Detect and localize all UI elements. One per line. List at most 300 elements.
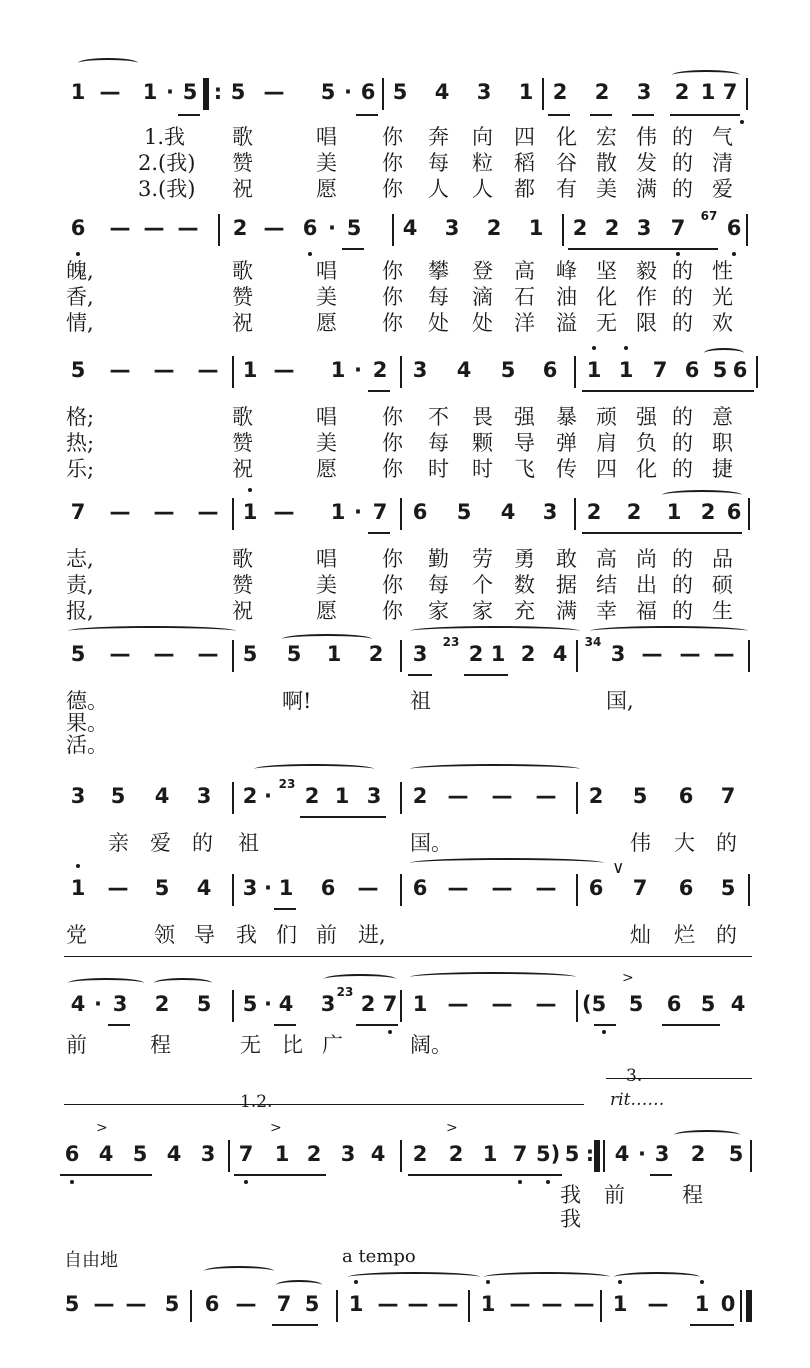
note: 7 [652,358,668,382]
note: 2 [552,80,568,104]
repeat-dots: : [213,80,223,104]
lyric: 的 [672,457,693,481]
lyric: 导 [194,923,215,947]
lyric-line [0,150,810,176]
octave-dot [732,252,736,256]
lyric: 每 [428,285,449,309]
note: 3 [636,80,652,104]
lyric: 粒 [472,151,493,175]
accent-mark: > [446,1120,458,1136]
lyric: 愿 [316,177,337,201]
note: 2 [448,1142,464,1166]
lyric: 光 [712,285,733,309]
note: 5 [110,784,126,808]
barline [574,356,576,388]
notes-row: 3 5 4 3 2 · 23 2 1 3 2 — — — 2 5 6 7 [0,778,810,818]
lyric: 福 [636,599,657,623]
tie-mark [410,626,580,636]
tie-mark [410,972,576,982]
note: 5 [346,216,362,240]
repeat-dots: : [585,1142,595,1166]
lyric: 溢 [556,311,577,335]
lyric: 稻 [514,151,535,175]
lyric: 祝 [232,599,253,623]
note: 5 [154,876,170,900]
lyric: 的 [672,599,693,623]
lyric: 魄, [66,259,94,283]
lyric: 满 [636,177,657,201]
underline [356,114,378,116]
note: 1 [618,358,634,382]
grace-note: 23 [278,777,296,791]
tie-mark [68,626,236,636]
note: 4 [614,1142,630,1166]
underline [590,114,612,116]
lyric: 尚 [636,547,657,571]
barline [400,990,402,1022]
lyric: 性 [712,259,733,283]
lyric: 气 [712,125,733,149]
dot: · [166,80,174,104]
lyric: 香, [66,285,94,309]
lyric: 弹 [556,431,577,455]
lyric: 赞 [232,431,253,455]
note: 1 [70,80,86,104]
lyric-line [0,404,810,430]
note: 2 [572,216,588,240]
note: 6 [64,1142,80,1166]
note: 2 [588,784,604,808]
lyric: 奔 [428,125,449,149]
lyric: 格; [66,405,95,429]
underline [274,1024,296,1026]
lyric: 赞 [232,151,253,175]
lyric: 洋 [514,311,535,335]
lyric: 满 [556,599,577,623]
note: 3 [200,1142,216,1166]
note: 5 [164,1292,180,1316]
lyric: 畏 [472,405,493,429]
lyric: 肩 [596,431,617,455]
note: 6 [678,876,694,900]
note: 6 [70,216,86,240]
lyric: 充 [514,599,535,623]
underline [368,390,390,392]
lyric: 国。 [410,831,452,855]
lyric: 向 [472,125,493,149]
lyric: 领 [154,923,175,947]
grace-note: 67 [700,209,718,223]
octave-dot [618,1280,622,1284]
note: 5 [196,992,212,1016]
barline [400,782,402,814]
note: 6 [412,500,428,524]
lyric: 3.(我) [138,177,196,201]
note: 2 [468,642,484,666]
lyric: 祖 [238,831,259,855]
lyric: 家 [428,599,449,623]
tempo-marking: a tempo [342,1246,416,1267]
phrase-line [64,956,752,957]
lyric: 无 [596,311,617,335]
barline [576,990,578,1022]
lyric: 意 [712,405,733,429]
lyric: 美 [596,177,617,201]
lyric: 烂 [674,923,695,947]
lyric: 歌 [232,125,253,149]
note: 6 [360,80,376,104]
note: 1 [586,358,602,382]
note: 2 [626,500,642,524]
underline [356,1024,398,1026]
lyric: 人 [428,177,449,201]
note: (5 [582,992,607,1016]
lyric-line [0,176,810,202]
note: 1 [326,642,342,666]
lyric: 数 [514,573,535,597]
lyric: 作 [636,285,657,309]
lyric: 广 [322,1033,343,1057]
lyric: 出 [636,573,657,597]
lyric: 唱 [316,547,337,571]
lyric: 我 [560,1207,581,1231]
lyric: 捷 [712,457,733,481]
lyric: 祝 [232,177,253,201]
lyric: 都 [514,177,535,201]
lyric: 的 [672,285,693,309]
lyric: 负 [636,431,657,455]
underline [594,1024,616,1026]
lyric: 唱 [316,259,337,283]
underline [548,114,570,116]
lyric: 结 [596,573,617,597]
note: 1 [278,876,294,900]
note: 1 [142,80,158,104]
lyric: 你 [382,177,403,201]
note: 2 [586,500,602,524]
note: 2 [520,642,536,666]
note: 6 [204,1292,220,1316]
lyric: 散 [596,151,617,175]
lyric: 勤 [428,547,449,571]
note: 3 [196,784,212,808]
barline [756,356,758,388]
lyric: 大 [674,831,695,855]
notes-row: 5 — — 5 6 — 7 5 1 — — — 1 — — — 1 — 1 0 [0,1286,810,1326]
note: 2 [700,500,716,524]
lyric: 你 [382,431,403,455]
notes-row: 1 — 5 4 3 · 1 6 — 6 — — — 6 7 6 5 [0,870,810,910]
lyric: 据 [556,573,577,597]
note: 7 [70,500,86,524]
note: 2 [604,216,620,240]
lyric: 发 [636,151,657,175]
lyric: 限 [636,311,657,335]
notes-row: 7 — — — 1 — 1 · 7 6 5 4 3 2 2 1 2 6 [0,494,810,534]
lyric-line [0,284,810,310]
lyric: 处 [472,311,493,335]
notes-row: 5 — — — 1 — 1 · 2 3 4 5 6 1 1 7 6 5 6 [0,352,810,392]
lyric: 你 [382,151,403,175]
lyric: 的 [672,311,693,335]
lyric: 四 [514,125,535,149]
lyric: 坚 [596,259,617,283]
note: 2 [372,358,388,382]
lyric: 前 [316,923,337,947]
note: 5 [70,358,86,382]
lyric: 唱 [316,125,337,149]
note: 3 [412,358,428,382]
note: 5 [456,500,472,524]
octave-dot [308,252,312,256]
note: 1 [330,358,346,382]
note: 6 [588,876,604,900]
dash: — [99,80,121,104]
note: 6 [726,500,742,524]
lyric: 的 [672,405,693,429]
lyric: 每 [428,573,449,597]
note: 4 [70,992,86,1016]
lyric: 个 [472,573,493,597]
underline [300,816,386,818]
lyric: 的 [716,923,737,947]
note: 2 [412,784,428,808]
lyric: 的 [192,831,213,855]
lyric: 高 [514,259,535,283]
lyric: 啊! [282,689,312,713]
lyric: 赞 [232,573,253,597]
note: 5 [392,80,408,104]
lyric: 你 [382,573,403,597]
lyric: 果。 [66,711,108,735]
lyric: 飞 [514,457,535,481]
note: 4 [196,876,212,900]
barline [400,498,402,530]
lyric: 愿 [316,311,337,335]
lyric-line [0,258,810,284]
underline [108,1024,130,1026]
lyric: 峰 [556,259,577,283]
note: 6 [412,876,428,900]
barline [400,640,402,672]
lyric: 亲 [108,831,129,855]
octave-dot [592,346,596,350]
barline [232,356,234,388]
lyric-line [0,1032,810,1058]
note: 3 [112,992,128,1016]
barline [392,214,394,246]
note: 5 [320,80,336,104]
lyric: 宏 [596,125,617,149]
note: 1 [330,500,346,524]
final-barline [746,1290,752,1322]
lyric: 幸 [596,599,617,623]
barline [603,1140,605,1172]
lyric: 颗 [472,431,493,455]
breath-mark: ∨ [612,858,625,878]
underline [690,1324,734,1326]
tie-mark [484,1272,610,1282]
notes-row: 5 — — — 5 5 1 2 3 23 2 1 2 4 34 3 — — — [0,636,810,676]
note: 3 [476,80,492,104]
tempo-marking: rit…… [610,1090,665,1110]
note: 3 [320,992,336,1016]
note: 5 [632,784,648,808]
lyric: 清 [712,151,733,175]
lyric: 无 [240,1033,261,1057]
lyric: 我 [560,1183,581,1207]
accent-mark: > [270,1120,282,1136]
note: 7 [276,1292,292,1316]
note: 5 [230,80,246,104]
lyric: 国, [606,689,634,713]
note: 3 [654,1142,670,1166]
lyric-line [0,310,810,336]
note: 4 [154,784,170,808]
barline [382,78,384,110]
note: 2 [360,992,376,1016]
lyric: 强 [636,405,657,429]
underline [670,114,740,116]
lyric: 美 [316,573,337,597]
note: 6 [302,216,318,240]
barline [748,498,750,530]
lyric: 伟 [630,831,651,855]
lyric: 你 [382,285,403,309]
lyric: 滴 [472,285,493,309]
lyric: 祝 [232,311,253,335]
lyric: 责, [66,573,94,597]
volta-label: 3. [626,1066,643,1086]
underline [650,1174,672,1176]
barline [400,356,402,388]
accent-mark: > [622,970,634,986]
lyric: 唱 [316,405,337,429]
note: 3 [366,784,382,808]
underline [342,248,364,250]
lyric: 敢 [556,547,577,571]
note: 4 [500,500,516,524]
note: 1 [242,358,258,382]
note: 2 [412,1142,428,1166]
barline [232,498,234,530]
octave-dot [248,488,252,492]
lyric: 阔。 [410,1033,452,1057]
lyric: 家 [472,599,493,623]
lyric: 的 [716,831,737,855]
octave-dot [486,1280,490,1284]
lyric: 祖 [410,689,431,713]
lyric: 你 [382,259,403,283]
lyric-line [0,732,810,758]
lyric: 德。 [66,689,108,713]
lyric-line [0,830,810,856]
note: 1 [694,1292,710,1316]
note: 2 [306,1142,322,1166]
note: 2 [304,784,320,808]
lyric: 高 [596,547,617,571]
octave-dot [354,1280,358,1284]
lyric: 乐; [66,457,95,481]
underline [408,1174,562,1176]
lyric: 程 [150,1033,171,1057]
lyric: 美 [316,431,337,455]
barline [232,782,234,814]
lyric: 有 [556,177,577,201]
lyric: 的 [672,431,693,455]
note: 1 [528,216,544,240]
octave-dot [700,1280,704,1284]
octave-dot [76,864,80,868]
lyric: 我 [236,923,257,947]
lyric: 登 [472,259,493,283]
note: 4 [552,642,568,666]
note: 7 [720,784,736,808]
barline [400,874,402,906]
note: 7 [238,1142,254,1166]
lyric: 1.我 [144,125,186,149]
note: 5 [564,1142,580,1166]
note: 5 [720,876,736,900]
barline [190,1290,192,1322]
note: 7 [382,992,398,1016]
note: 1 [518,80,534,104]
note: 1 [70,876,86,900]
fermata-mark [204,1266,274,1276]
note: 5 [304,1292,320,1316]
lyric: 人 [472,177,493,201]
lyric: 你 [382,125,403,149]
lyric: 不 [428,405,449,429]
note: 6 [542,358,558,382]
note: 6 [678,784,694,808]
volta-label: 1.2. [240,1092,273,1112]
note: 3 [542,500,558,524]
lyric: 前 [66,1033,87,1057]
note: 5 [628,992,644,1016]
note: 1 [480,1292,496,1316]
note: 3 [610,642,626,666]
tie-mark [590,626,748,636]
underline [632,114,654,116]
lyric: 歌 [232,405,253,429]
tie-mark [614,1272,700,1282]
lyric: 爱 [150,831,171,855]
underline [582,532,742,534]
lyric: 职 [712,431,733,455]
lyric: 每 [428,431,449,455]
notes-row: 6 — — — 2 — 6 · 5 4 3 2 1 2 2 3 7 67 6 [0,210,810,250]
note: 5 [182,80,198,104]
lyric: 生 [712,599,733,623]
lyric: 的 [672,151,693,175]
lyric: 的 [672,177,693,201]
note: 7 [632,876,648,900]
lyric-line [0,1206,810,1232]
note: 6 [726,216,742,240]
lyric: 你 [382,457,403,481]
lyric: 勇 [514,547,535,571]
lyric: 情, [66,311,94,335]
lyric: 每 [428,151,449,175]
barline [468,1290,470,1322]
underline [234,1174,326,1176]
underline [568,248,718,250]
note: 2 [594,80,610,104]
lyric: 化 [596,285,617,309]
note: 5 [242,642,258,666]
note: 6 [666,992,682,1016]
